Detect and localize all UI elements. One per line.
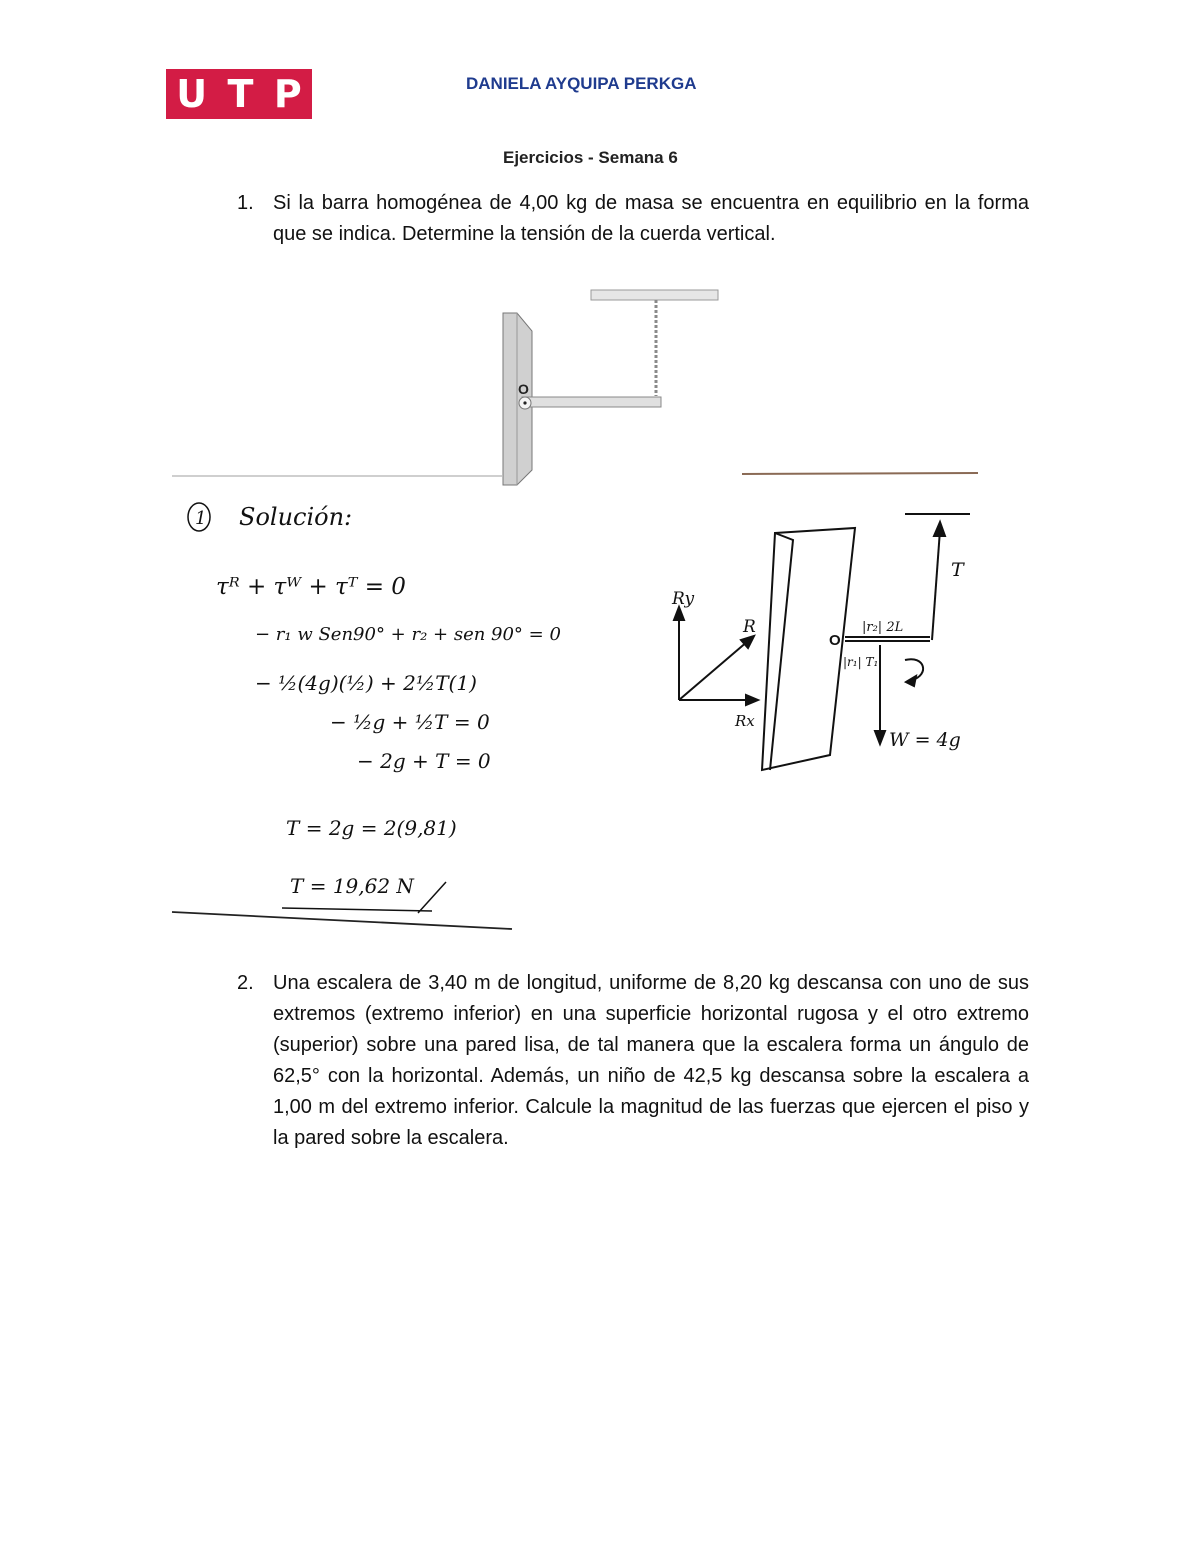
fbd-label-o: O	[829, 632, 841, 649]
result-underline	[282, 908, 432, 911]
fbd-wall-front	[762, 528, 855, 770]
solution-number: 1	[195, 508, 207, 529]
question-2-number: 2.	[237, 972, 254, 994]
scan-bottom-line	[172, 912, 512, 929]
fbd-label-t: T	[951, 559, 964, 581]
tension-vector	[932, 530, 940, 640]
pivot-point	[523, 401, 526, 404]
solution-line-1: τᴿ + τᵂ + τᵀ = 0	[216, 574, 406, 600]
solution-line-3: − ½(4g)(½) + 2½T(1)	[255, 671, 477, 695]
document-subtitle: Ejercicios - Semana 6	[503, 148, 678, 167]
figure-1-bar-diagram	[503, 290, 718, 485]
ceiling-support	[591, 290, 718, 300]
rx-arrowhead	[746, 695, 758, 705]
solution-line-2: − r₁ w Sen90° + r₂ + sen 90° = 0	[255, 624, 561, 645]
question-1-text: Si la barra homogénea de 4,00 kg de masa se encuentra en equilibrio en la forma que se indica. Determine la tensión de la cuerda vertical.	[273, 192, 1029, 245]
question-1-number: 1.	[237, 192, 254, 214]
result-check-mark	[418, 882, 446, 913]
solution-line-5: − 2g + T = 0	[357, 749, 491, 773]
solution-line-6: T = 2g = 2(9,81)	[286, 816, 457, 840]
free-body-labels	[671, 559, 965, 751]
solution-line-4: − ½g + ½T = 0	[330, 710, 490, 734]
logo-letter-t: T	[227, 72, 254, 116]
scan-top-line-right	[742, 473, 978, 474]
fbd-label-r: R	[743, 617, 756, 637]
logo-letter-u: U	[176, 72, 208, 116]
solution-title: Solución:	[239, 503, 353, 531]
weight-arrowhead	[875, 731, 885, 744]
fbd-label-r2: |r₂| 2L	[862, 620, 904, 635]
question-2-text: Una escalera de 3,40 m de longitud, uniforme de 8,20 kg descansa con uno de sus extremos (extremo inferior) en una superficie horizontal rugosa y el otro extremo (superior) sobre una pared lisa, de tal manera que la escalera forma un ángulo de 62,5° con la horizontal. Además, un niño de 42,5 kg descansa sobre la escalera a 1,00 m del extremo inferior. Calcule la magnitud de las fuerzas que ejercen el piso y la pared sobre la escalera.	[273, 972, 1029, 1149]
tension-arrowhead	[934, 522, 945, 536]
logo-letter-p: P	[273, 72, 302, 116]
r-vector	[679, 641, 748, 700]
fbd-label-rx: Rx	[735, 712, 755, 730]
rotation-arrowhead	[906, 676, 916, 686]
fbd-label-ry: Ry	[672, 589, 695, 609]
author-name: DANIELA AYQUIPA PERKGA	[466, 74, 697, 93]
solution-result: T = 19,62 N	[290, 874, 414, 898]
pivot-label: O	[518, 381, 529, 397]
fbd-label-r1: |r₁| T₁	[843, 655, 879, 669]
homogeneous-bar	[522, 397, 661, 407]
fbd-label-weight: W = 4g	[889, 729, 961, 751]
handwritten-solution	[172, 503, 561, 929]
